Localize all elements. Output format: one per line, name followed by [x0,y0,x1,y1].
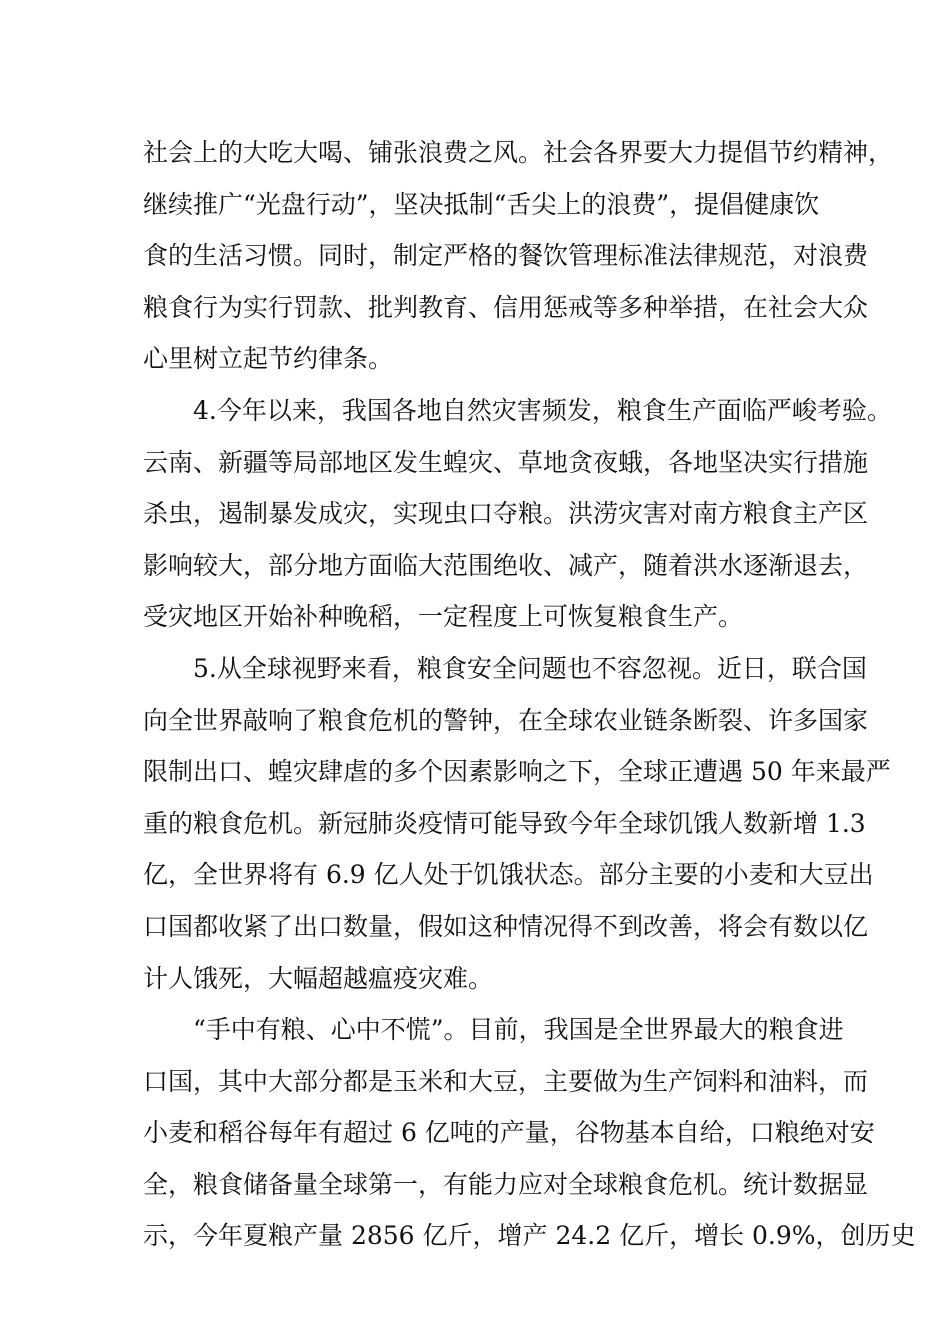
text-line: 计人饿死，大幅超越瘟疫灾难。 [143,963,494,993]
text-line: 社会上的大吃大喝、铺张浪费之风。社会各界要大力提倡节约精神， [143,138,894,167]
text-line: 5.从全球视野来看，粮食安全问题也不容忽视。近日，联合国 [193,653,867,683]
text-line: 影响较大，部分地方面临大范围绝收、减产，随着洪水逐渐退去， [143,550,869,580]
text-line: 继续推广“光盘行动”，坚决抵制“舌尖上的浪费”，提倡健康饮 [143,189,820,219]
text-line: “手中有粮、心中不慌”。目前，我国是全世界最大的粮食进 [193,1015,844,1045]
text-line: 口国都收紧了出口数量，假如这种情况得不到改善，将会有数以亿 [143,911,869,941]
text-line: 受灾地区开始补种晚稻，一定程度上可恢复粮食生产。 [143,602,744,632]
text-line: 杀虫，遏制暴发成灾，实现虫口夺粮。洪涝灾害对南方粮食主产区 [143,499,869,529]
text-line: 云南、新疆等局部地区发生蝗灾、草地贪夜蛾，各地坚决实行措施 [143,447,869,477]
paragraph-4-natural-disasters [143,385,892,643]
text-line: 心里树立起节约律条。 [143,344,394,374]
text-line: 小麦和稻谷每年有超过 6 亿吨的产量，谷物基本自给，口粮绝对安 [143,1118,875,1148]
text-line: 食的生活习惯。同时，制定严格的餐饮管理标准法律规范，对浪费 [143,241,869,271]
text-line: 重的粮食危机。新冠肺炎疫情可能导致今年全球饥饿人数新增 1.3 [143,808,866,838]
text-line: 限制出口、蝗灾肆虐的多个因素影响之下，全球正遭遇 50 年来最严 [143,757,891,787]
text-line: 4.今年以来，我国各地自然灾害频发，粮食生产面临严峻考验。 [193,395,892,425]
text-line: 示，今年夏粮产量 2856 亿斤，增产 24.2 亿斤，增长 0.9%，创历史 [143,1221,916,1251]
paragraph-5-global-food-security [143,643,891,1004]
paragraph-grain-reserves [143,1004,916,1262]
text-line: 口国，其中大部分都是玉米和大豆，主要做为生产饲料和油料，而 [143,1066,869,1096]
text-line: 全，粮食储备量全球第一，有能力应对全球粮食危机。统计数据显 [143,1169,869,1199]
paragraph-food-waste [143,127,894,385]
text-line: 向全世界敲响了粮食危机的警钟，在全球农业链条断裂、许多国家 [143,705,869,735]
document-body [143,127,916,1262]
text-line: 亿，全世界将有 6.9 亿人处于饥饿状态。部分主要的小麦和大豆出 [143,860,874,890]
text-line: 粮食行为实行罚款、批判教育、信用惩戒等多种举措，在社会大众 [143,292,869,322]
